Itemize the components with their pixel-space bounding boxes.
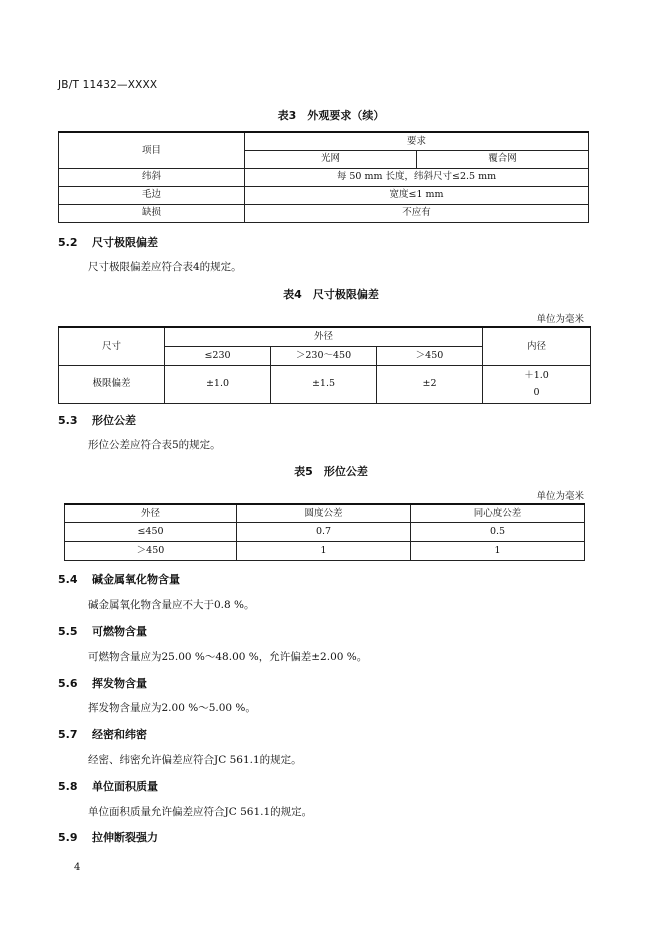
section-number: 5.7 (58, 728, 78, 741)
section-title: 尺寸极限偏差 (92, 236, 158, 249)
section-number: 5.6 (58, 677, 78, 690)
table3 (58, 131, 589, 223)
table3-col-item: 项目 (59, 132, 245, 168)
table5-header: 外径 (65, 504, 237, 522)
table5-cell: ≤450 (65, 522, 237, 541)
section-text: 单位面积质量允许偏差应符合JC 561.1的规定。 (88, 806, 313, 818)
table3-row-value: 宽度≤1 mm (245, 186, 589, 204)
section-title: 挥发物含量 (92, 677, 147, 690)
section-title: 可燃物含量 (92, 625, 147, 638)
section-number: 5.3 (58, 414, 78, 427)
table4-cell: ±1.5 (271, 365, 377, 403)
section-title: 拉伸断裂强力 (92, 831, 158, 844)
section-title: 单位面积质量 (92, 780, 158, 793)
table4-caption: 表4 尺寸极限偏差 (283, 288, 379, 301)
section-title: 经密和纬密 (92, 728, 147, 741)
inner-lower: 0 (533, 386, 540, 398)
table5-cell: 0.7 (237, 522, 411, 541)
table5-cell: 1 (411, 541, 585, 560)
table3-row-item: 缺损 (59, 204, 245, 222)
table5-header: 圆度公差 (237, 504, 411, 522)
section-text: 挥发物含量应为2.00 %～5.00 %。 (88, 702, 256, 714)
section-heading (58, 412, 136, 428)
section-title: 碱金属氧化物含量 (92, 573, 180, 586)
table4-unit: 单位为毫米 (536, 314, 584, 325)
table5-header: 同心度公差 (411, 504, 585, 522)
table3-row-item: 毛边 (59, 186, 245, 204)
section-text: 碱金属氧化物含量应不大于0.8 %。 (88, 599, 255, 611)
section-text: 形位公差应符合表5的规定。 (88, 439, 221, 451)
section-title: 形位公差 (92, 414, 136, 427)
table5-caption: 表5 形位公差 (294, 465, 368, 478)
table4 (58, 326, 591, 404)
table3-row-item: 纬斜 (59, 168, 245, 186)
section-heading (58, 726, 147, 742)
table4-row-label: 极限偏差 (59, 365, 165, 403)
table4-cell: ±2 (377, 365, 483, 403)
section-text: 经密、纬密允许偏差应符合JC 561.1的规定。 (88, 754, 302, 766)
section-number: 5.2 (58, 236, 78, 249)
table3-row-value: 每 50 mm 长度，纬斜尺寸≤2.5 mm (245, 168, 589, 186)
table4-subheader: ≤230 (165, 346, 271, 365)
table3-col-composite: 覆合网 (417, 150, 589, 168)
table5-cell: 1 (237, 541, 411, 560)
table4-col-inner: 内径 (483, 327, 591, 365)
section-heading (58, 778, 158, 794)
section-number: 5.9 (58, 831, 78, 844)
table3-col-requirement: 要求 (245, 132, 589, 150)
table3-col-light: 光网 (245, 150, 417, 168)
table4-subheader: ＞450 (377, 346, 483, 365)
document-id: JB/T 11432—XXXX (58, 79, 158, 91)
page-number: 4 (74, 862, 81, 873)
section-text: 尺寸极限偏差应符合表4的规定。 (88, 261, 242, 273)
table5-unit: 单位为毫米 (536, 491, 584, 502)
section-heading (58, 623, 147, 639)
section-number: 5.8 (58, 780, 78, 793)
table5-cell: ＞450 (65, 541, 237, 560)
section-heading (58, 829, 158, 845)
table4-subheader: ＞230～450 (271, 346, 377, 365)
table4-inner-tolerance (483, 365, 591, 403)
section-text: 可燃物含量应为25.00 %～48.00 %，允许偏差±2.00 %。 (88, 651, 368, 663)
table3-row-value: 不应有 (245, 204, 589, 222)
table5 (64, 503, 585, 561)
table3-caption: 表3 外观要求（续） (277, 109, 385, 122)
inner-upper: ＋1.0 (524, 370, 549, 382)
table4-cell: ±1.0 (165, 365, 271, 403)
table4-col-outer: 外径 (165, 327, 483, 346)
section-heading (58, 571, 180, 587)
table5-cell: 0.5 (411, 522, 585, 541)
section-number: 5.4 (58, 573, 78, 586)
section-number: 5.5 (58, 625, 78, 638)
table4-col-size: 尺寸 (59, 327, 165, 365)
section-heading (58, 675, 147, 691)
section-heading (58, 234, 158, 250)
